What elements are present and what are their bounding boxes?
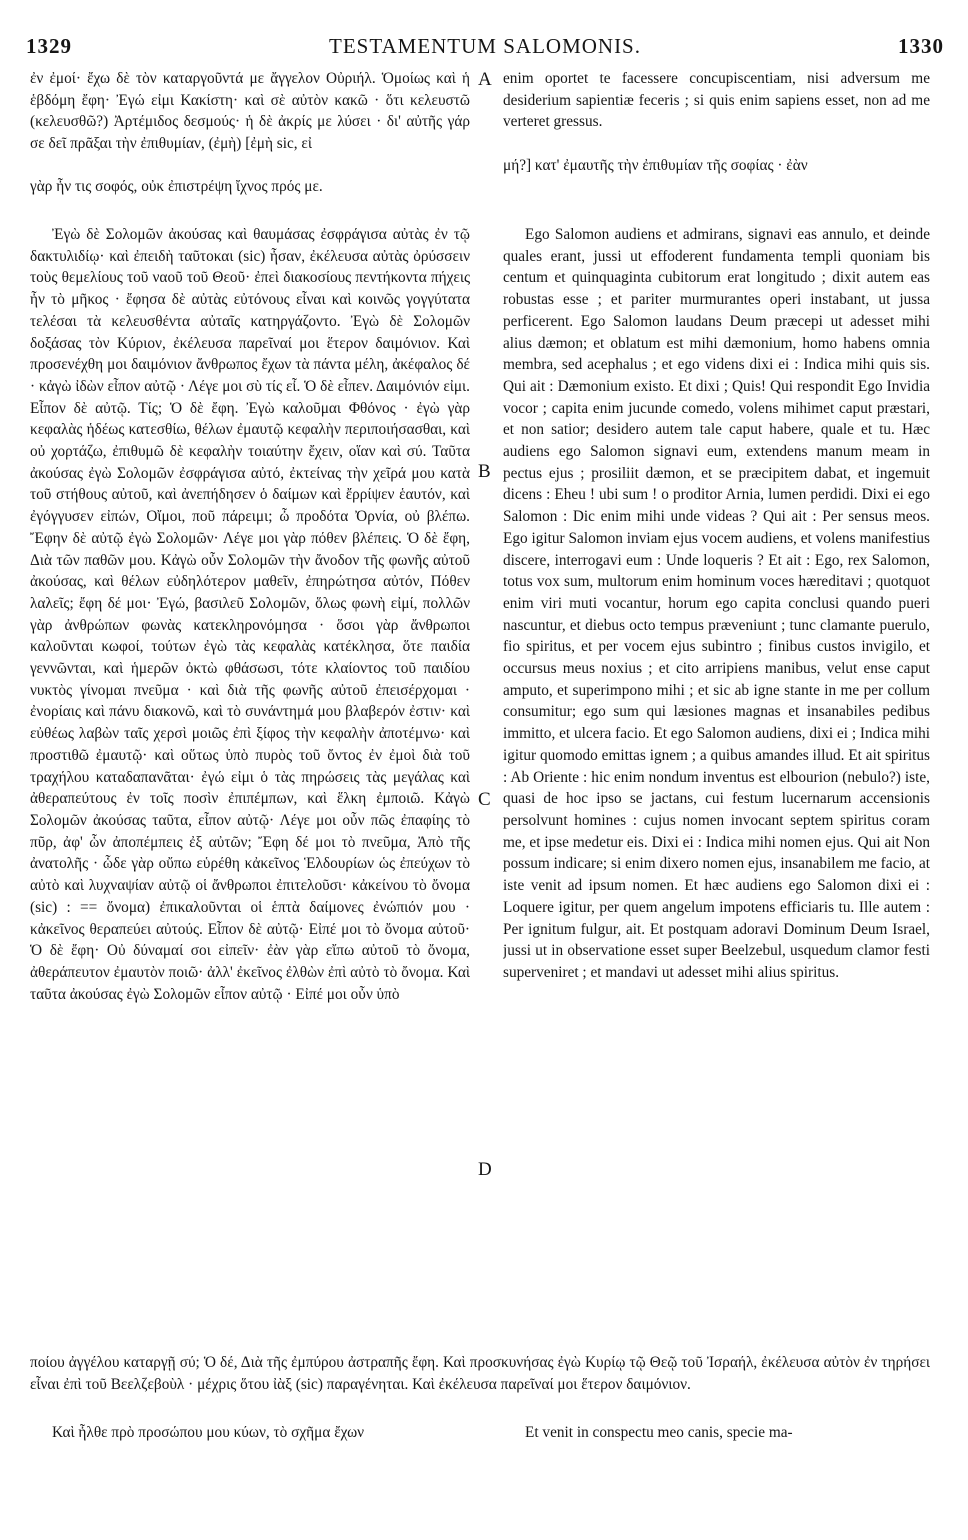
- margin-marker-b: B: [478, 461, 491, 482]
- margin-marker-a: A: [478, 69, 492, 90]
- latin-paragraph-3: Et venit in conspectu meo canis, specie ma-: [525, 1424, 793, 1441]
- greek-paragraph-1: ἐν ἐμοί· ἔχω δὲ τὸν καταργοῦντά με ἄγγελον Οὐριήλ. Ὁμοίως καὶ ἡ ἑβδόμη ἔφη· Ἐγώ εἰμι Κακίστη· καὶ σὲ αὐτὸν κακῶ · ὅτι κελευστῶ (κελευσθῶ?) Ἀρτέμιδος δεσμούς· ἡ δὲ ἀκρίς με λύσει · δι' αὐτῆς γάρ σε δεῖ πρᾶξαι τὴν ἐπιθυμίαν, (ἐμὴ) [ἐμὴ sic, εἰ: [30, 70, 470, 153]
- page-number-left: 1329: [26, 34, 72, 58]
- page-header: [26, 34, 944, 60]
- latin-column-main: [503, 224, 930, 1342]
- running-title: TESTAMENTUM SALOMONIS.: [329, 34, 641, 58]
- greek-spanning-line: [30, 155, 930, 177]
- greek-tail-line: γὰρ ἦν τις σοφός, οὐκ ἐπιστρέψη ἴχνος πρός με.: [30, 178, 323, 195]
- greek-fullwidth-bottom: [30, 1352, 930, 1395]
- greek-tail-line-box: [30, 176, 470, 198]
- latin-last-line-box: [503, 1422, 930, 1444]
- greek-continuation-line: μή?] κατ' ἐμαυτῆς τὴν ἐπιθυμίαν τῆς σοφίας · ἐὰν: [503, 157, 808, 174]
- greek-bottom-paragraph: ποίου ἀγγέλου καταργῇ σύ; Ὁ δέ, Διὰ τῆς ἐμπύρου ἀστραπῆς ἔφη. Καὶ προσκυνήσας ἐγὼ Κυρίῳ τῷ Θεῷ τοῦ Ἰσραήλ, ἐκέλευσα αὐτὸν ἐν τηρήσει εἶναι ἐπὶ τοῦ Βεελζεβοὺλ · μέχρις ὅτου ἰὰξ (sic) παραγένηται. Καὶ ἐκέλευσα παρεῖναί μοι ἕτερον δαιμόνιον.: [30, 1354, 930, 1393]
- page-number-right: 1330: [898, 34, 944, 58]
- greek-paragraph-3: Καὶ ἦλθε πρὸ προσώπου μου κύων, τὸ σχῆμα ἔχων: [52, 1424, 365, 1441]
- latin-paragraph-2: Ego Salomon audiens et admirans, signavi eas annulo, et deinde quales erant, jussi ut effoderent fundamenta templi quoniam bis centum et quinquaginta cubitorum erat longitudo ; dixit autem eas robustas esse ; et pariter murmurantes operi instabant, ut jussa perficerent. Ego Salomon laudans Deum præcepi ut adesset mihi alius dæmon; et oblatum est mihi dæmonium, homo habens omnia membra, sed acephalus ; et ego videns dixi ei : Indica mihi quis sis. Qui ait : Dæmonium existo. Et dixi ; Quis! Qui respondit Ego Invidia vocor ; capita enim jucunde comedo, volens mihimet caput præstari, et non satior; desidero autem tale caput habere, quale et tu. Hæc audiens ego Salomon signavi eum, extendens manum meam in pectus ejus ; prosiliit dæmon, et se præcipitem dabat, et ingemuit dicens : Eheu ! ubi sum ! o proditor Arnia, lumen perdidi. Dixi ei ego Salomon : Dic enim mihi unde videas ? Qui ait : Per sensus meos. Ego igitur Salomon inviam ejus vocem audiens, et volens manifestius discere, interrogavi eum : Unde loqueris ? Et ait : Ego, rex Salomon, totus vox sum, multorum enim hominum voces hæreditavi ; quotquot enim viri muti vocantur, horum ego capita conclusi quando pueri nascuntur, et diebus octo tempus præveniunt ; tunc clamante puerulo, fio spiritus, et per vocem ejus subintro ; finibus custos invigilo, et occursus meus noxius ; et cito arripiens manibus, velut ense caput amputo, et superimpono mihi ; et sic ab igne stante in me per collum consumitur; ego sum qui læsiones magnas et insanabiles pedibus immitto, et ulcera facio. Et ego Salomon audiens, dixi ei ; Indica mihi igitur quomodo emittas ignem ; a quibus amandes illud. Et ait spiritus : Ab Oriente : hic enim nondum inventus est elbourion (nebulo?) iste, quasi de hoc ipso se jactans, cui festum lucernarum accensionis persolvunt homines : cujus nomen invocant septem spiritus coram me, et ipse medetur eis. Dixi ei : Indica mihi nomen ejus. Qui ait Non possum indicare; si enim dixero nomen ejus, insanabilem me facio, at iste venit ad ipsum nomen. Et hæc audiens ego Salomon dixi ei : Loquere igitur, per quem angelum impotens efficiaris tu. Ille autem : Per ignitum fulgur, ait. Et postquam adoravi Dominum Deum Israel, jussi ut in observatione esset super Beelzebul, usquedum clamor festi superveniret ; et mandavi ut adesset mihi alius spiritus.: [503, 226, 930, 981]
- margin-marker-d: D: [478, 1159, 492, 1180]
- latin-paragraph-1: enim oportet te facessere concupiscentiam, nisi adversum me desiderium sapientiæ feceris ; si quis enim sapiens esset, non ad me verteret gressus.: [503, 70, 930, 131]
- greek-paragraph-2: Ἐγὼ δὲ Σολομῶν ἀκούσας καὶ θαυμάσας ἐσφράγισα αὐτὰς ἐν τῷ δακτυλιδίῳ· καὶ ἐπειδὴ ταῦτοκαι (sic) ἦσαν, ἐκέλευσα αὐτὰς ὀρύσσειν τοὺς θεμελίους τοῦ ναοῦ τοῦ Θεοῦ· ἐπεὶ διακοσίους πεντήκοντα πήχεις ἦν τὸ μῆκος · ἔφησα δὲ αὐτὰς εὐτόνους εἶναι καὶ κοινῶς γογγύτατα τελέσαι τὰ κελευσθέντα αὐταῖς κατηργάζοντο. Ἐγὼ δὲ Σολομῶν δοξάσας τὸν Κύριον, ἐκέλευσα παρεῖναί μοι ἕτερον δαιμόνιον. Καὶ προσενέχθη μοι δαιμόνιον ἄνθρωπος ἔχων τὰ πάντα μέλη, ἀκέφαλος δέ · κἀγὼ ἰδὼν εἶπον αὐτῷ · Λέγε μοι σὺ τίς εἶ. Ὁ δὲ εἶπεν. Δαιμόνιόν εἰμι. Εἶπον δὲ αὐτῷ. Τίς; Ὁ δὲ ἔφη. Ἐγὼ καλοῦμαι Φθόνος · ἐγὼ γὰρ κεφαλὰς ἡδέως κατεσθίω, θέλων ἐμαυτῷ κεφαλὴν περιποιήσασθαι, καὶ οὐ χορτάζω, ἐπιθυμῶ δὲ κεφαλὴν τοιαύτην ἔχειν, οἵαν καὶ σύ. Ταῦτα ἀκούσας ἐγὼ Σολομῶν ἐσφράγισα αὐτό, ἐκτείνας τὴν χεῖρά μου κατὰ τοῦ στήθους αὐτοῦ, καὶ ἀνεπήδησεν ὁ δαίμων καὶ ἔρρίψεν ἑαυτόν, καὶ ἐγόγγυσεν εἰπών, Οἴμοι, ποῦ πάρειμι; ὦ προδότα Ὀρνία, οὐ βλέπω. Ἔφην δὲ αὐτῷ ἐγὼ Σολομῶν· Λέγε μοι γὰρ πόθεν βλέπεις. Ὁ δὲ ἔφη, Διὰ τῶν παθῶν μου. Κἀγὼ οὖν Σολομῶν τὴν ἄνοδον τῆς φωνῆς αὐτοῦ ἀκούσας, καὶ θέλων εὐδηλότερον μαθεῖν, ἐπηρώτησα αὐτόν, Πόθεν λαλεῖς; ἔφη δέ μοι· Ἐγώ, βασιλεῦ Σολομῶν, ὅλως φωνὴ εἰμί, πολλῶν γὰρ ἀνθρώπων φωνὰς κατεκληρονόμησα · ὅσοι γὰρ ἄνθρωποι καλοῦνται κωφοί, τούτων ἐγὼ τὰς κεφαλὰς κατέκλησα, ὅτε παιδία γεννῶνται, καὶ ἡμερῶν ὀκτὼ φθάσωσι, τότε κλαίοντος τοῦ παιδίου νυκτὸς γίνομαι πνεῦμα · καὶ διὰ τῆς φωνῆς αὐτοῦ ἐπεισέρχομαι · ἐνορίαις καὶ πάνυ διακονῶ, καὶ τὸ συνάντημά μου βλαβερόν ἐστιν· καὶ εὐθέως λαβὼν ταῖς χερσὶ μοιῶς ἐπὶ ξίφος τὴν κεφαλὴν ἀποτέμνω· καὶ προστιθῶ ἐμαυτῷ· καὶ οὕτως ὑπὸ πυρὸς τοῦ ὄντος ἐν ἐμοὶ διὰ τοῦ τραχήλου καταδαπανᾶται· ἐγώ εἰμι ὁ τὰς πηρώσεις τὰς μεγάλας καὶ ἀθεραπεύτους ἐν τοῖς ποσὶν ἐπιπέμπων, καὶ ἕλκη ἐμποιῶ. Κἀγὼ Σολομῶν ἀκούσας ταῦτα, εἶπον αὐτῷ· Λέγε μοι οὖν πῶς ἐπαφίης τὸ πῦρ, ἀφ' ὧν ἀποπέμπεις ἐξ αὐτῶν; Ἔφη δέ μοι τὸ πνεῦμα, Ἀπὸ τῆς ἀνατολῆς · ὧδε γὰρ οὔπω εὑρέθη κἀκεῖνος Ἑλδουρίων ὡς ἐπεύχων τὸ αὐτὸ καὶ λυχναψίαν αὐτῷ οἱ ἄνθρωποι ἐπιτελοῦσι· κἀκείνου τὸ ὄνομα (sic) : == ὄνομα) ἐπικαλοῦνται οἱ ἑπτὰ δαίμονες ἐνώπιόν μου · κἀκεῖνος θεραπεύει αὐτούς. Εἶπον δὲ αὐτῷ· Εἰπέ μοι τὸ ὄνομα αὐτοῦ· Ὁ δὲ ἔφη· Οὐ δύναμαί σοι εἰπεῖν· ἐὰν γὰρ εἴπω αὐτοῦ τὸ ὄνομα, ἀθεράπευτον ἐμαυτὸν ποιῶ· ἀλλ' ἐκεῖνος ἐλθὼν ἐπὶ αὐτὸ τὸ ὄνομα. Καὶ ταῦτα ἀκούσας ἐγὼ Σολομῶν εἶπον αὐτῷ · Εἰπέ μοι οὖν ὑπὸ: [30, 226, 470, 1003]
- greek-column-top: [30, 68, 470, 155]
- greek-last-line-box: [30, 1422, 470, 1444]
- latin-column-top: [503, 68, 930, 133]
- margin-marker-c: C: [478, 789, 491, 810]
- greek-column-main: [30, 224, 470, 1342]
